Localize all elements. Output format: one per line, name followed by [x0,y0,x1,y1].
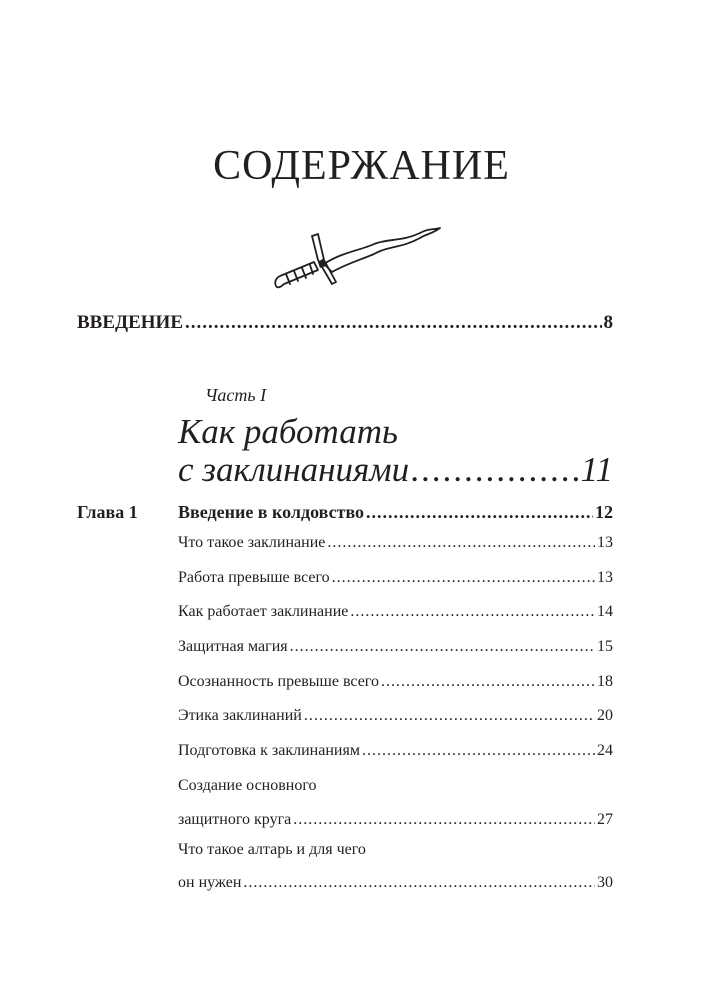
dot-leader [350,603,595,621]
toc-entry-section[interactable] [178,534,613,552]
entry-title: Как работает заклинание [178,603,349,620]
entry-title: Подготовка к заклинаниям [178,742,360,759]
entry-page: 18 [597,673,613,690]
toc-entry-section[interactable] [178,569,613,587]
dot-leader [293,811,595,829]
sword-icon [262,222,442,292]
toc-entry-section[interactable] [178,707,613,725]
entry-page: 15 [597,638,613,655]
toc-entry-section[interactable] [178,874,613,892]
entry-title: Введение в колдовство [178,502,365,522]
entry-page: 20 [597,707,613,724]
toc-entry-chapter[interactable] [178,502,613,523]
entry-page: 11 [580,450,613,489]
page-title: СОДЕРЖАНИЕ [213,143,510,189]
entry-title-line1: Создание основного [178,777,317,794]
entry-page: 8 [603,312,613,333]
dot-leader [362,742,595,760]
dot-leader [332,569,595,587]
dot-leader [243,874,595,892]
entry-title: Что такое заклинание [178,534,326,551]
dot-leader [304,707,595,725]
entry-title: Работа превыше всего [178,569,330,586]
toc-entry-section[interactable] [178,811,613,829]
entry-title: Защитная магия [178,638,288,655]
part-title-line1: Как работать [178,412,398,451]
dot-leader [185,312,602,334]
dot-leader [290,638,595,656]
dot-leader [411,450,578,490]
entry-page: 12 [595,502,613,522]
entry-page: 27 [597,811,613,828]
entry-page: 14 [597,603,613,620]
dot-leader [327,534,595,552]
entry-page: 13 [597,569,613,586]
part-label: Часть I [205,385,267,405]
entry-page: 13 [597,534,613,551]
entry-title-line2: защитного круга [178,811,292,828]
toc-entry-section[interactable] [178,603,613,621]
entry-page: 24 [597,742,613,759]
toc-entry-section[interactable] [178,673,613,691]
entry-title-line2: он нужен [178,874,242,891]
dot-leader [381,673,595,691]
entry-title: ВВЕДЕНИЕ [77,312,183,333]
dot-leader [366,502,593,523]
entry-title: Осознанность превыше всего [178,673,379,690]
entry-title: Этика заклинаний [178,707,302,724]
entry-title-line1: Что такое алтарь и для чего [178,841,366,858]
part-title-line2: с заклинаниями [178,450,410,489]
toc-entry-section[interactable] [178,742,613,760]
chapter-label: Глава 1 [77,502,138,522]
entry-page: 30 [597,874,613,891]
toc-entry-intro[interactable] [77,312,613,334]
toc-entry-part[interactable] [178,450,613,490]
toc-entry-section[interactable] [178,638,613,656]
